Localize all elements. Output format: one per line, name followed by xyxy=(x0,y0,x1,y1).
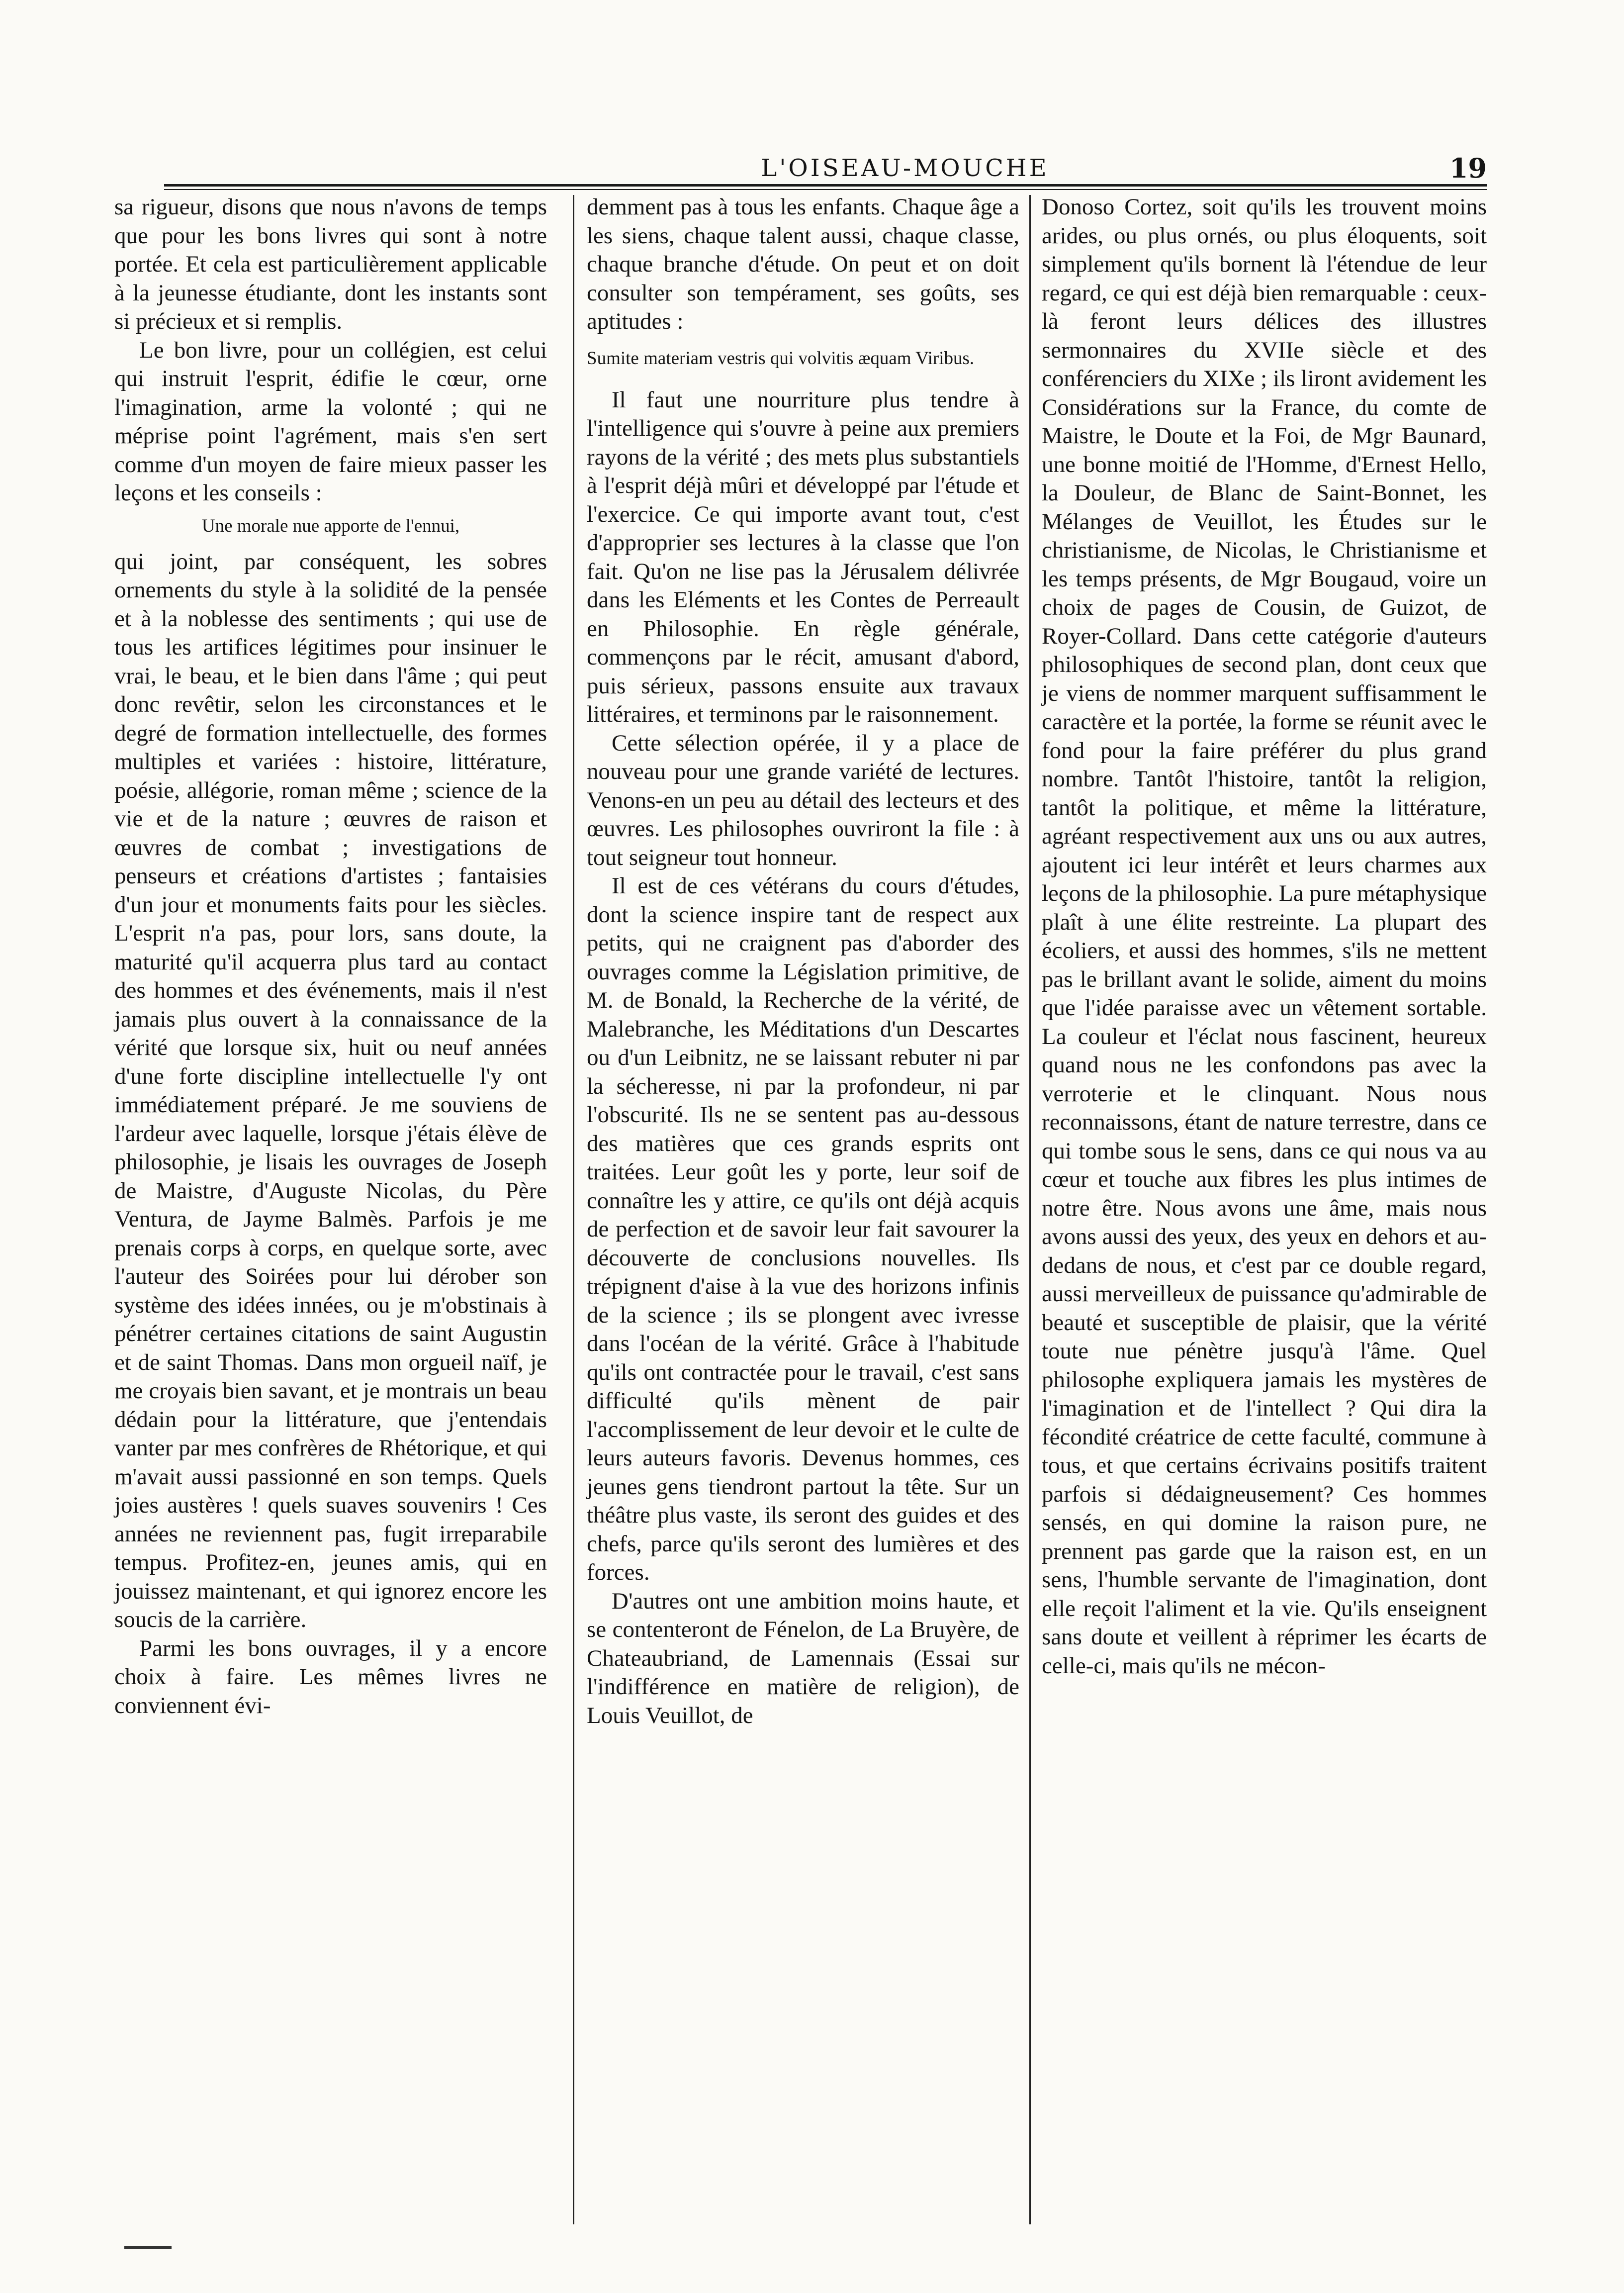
paragraph: Donoso Cortez, soit qu'ils les trouvent moins arides, ou plus ornés, ou plus éloquents, soit simplement qu'ils bornent là l'étendue de leur regard, ce qui est déjà bien remarquable : ceux-là feront leurs délices des illustres sermonnaires du XVIIe siècle et des conférenciers du XIXe ; ils liront avidement les Considérations sur la France, du comte de Maistre, le Doute et la Foi, de Mgr Baunard, une bonne moitié de l'Homme, d'Ernest Hello, la Douleur, de Blanc de Saint-Bonnet, les Mélanges de Veuillot, les Études sur le christianisme, de Nicolas, le Christianisme et les temps présents, de Mgr Bougaud, voire un choix de pages de Cousin, de Guizot, de Royer-Collard. Dans cette catégorie d'auteurs philosophiques de second plan, dont ceux que je viens de nommer marquent suffisamment le caractère et la portée, la forme se réunit avec le fond pour la faire préférer du plus grand nombre. Tantôt l'histoire, tantôt la religion, tantôt la politique, et même la littérature, agréant respectivement aux uns ou aux autres, ajoutent ici leur intérêt et leurs charmes aux leçons de la philosophie. La pure métaphysique plaît à une élite restreinte. La plupart des écoliers, et aussi des hommes, s'ils ne mettent pas le brillant avant le solide, aiment du moins que l'idée paraisse avec un vêtement sortable. La couleur et l'éclat nous fascinent, heureux quand nous ne les confondons pas avec la verroterie et le clinquant. Nous nous reconnaissons, étant de nature terrestre, dans ce qui tombe sous le sens, dans ce qui nous va au cœur et touche aux fibres les plus intimes de notre être. Nous avons une âme, mais nous avons aussi des yeux, des yeux en dehors et au-dedans de nous, et c'est par ce double regard, aussi merveilleux de puissance qu'admirable de beauté et susceptible de plaisir, que la vérité toute nue pénètre jusqu'à l'âme. Quel philosophe expliquera jamais les mystères de l'imagination et de l'intellect ? Qui dira la fécondité créatrice de cette faculté, commune à tous, et que certains écrivains positifs traitent parfois si dédaigneusement? Ces hommes sensés, en qui domine la raison pure, ne prennent pas garde que la raison est, en un sens, l'humble servante de l'imagination, dont elle reçoit l'aliment et la vie. Qu'ils enseignent sans doute et veillent à réprimer les écarts de celle-ci, mais qu'ils ne mécon- xyxy=(1042,194,1487,1679)
verse-quote: Une morale nue apporte de l'ennui, xyxy=(201,515,460,536)
paragraph: qui joint, par conséquent, les sobres ornements du style à la solidité de la pensée et à la noblesse des sentiments ; qui use de tous les artifices légitimes pour insinuer le vrai, le beau, et le bien dans l'âme ; qui peut donc revêtir, selon les circonstances et le degré de formation intellectuelle, des formes multiples et variées : histoire, littérature, poésie, allégorie, roman même ; science de la vie et de la nature ; œuvres de raison et œuvres de combat ; investigations de penseurs et créations d'artistes ; fantaisies d'un jour et monuments faits pour les siècles. L'esprit n'a pas, pour lors, sans doute, la maturité qu'il acquerra plus tard au contact des hommes et des événements, mais il n'est jamais plus ouvert à la connaissance de la vérité que lorsque six, huit ou neuf années d'une forte discipline intellectuelle l'y ont immédiatement préparé. Je me souviens de l'ardeur avec laquelle, lorsque j'étais élève de philosophie, je lisais les ouvrages de Joseph de Maistre, d'Auguste Nicolas, du Père Ventura, de Jayme Balmès. Parfois je me prenais corps à corps, en quelque sorte, avec l'auteur des Soirées pour lui dérober son système des idées innées, ou je m'obstinais à pénétrer certaines citations de saint Augustin et de saint Thomas. Dans mon orgueil naïf, je me croyais bien savant, et je montrais un beau dédain pour la littérature, que j'entendais vanter par mes confrères de Rhétorique, et qui m'avait aussi passionné en son temps. Quels joies austères ! quels suaves souvenirs ! Ces années ne reviennent pas, fugit irreparabile tempus. Profitez-en, jeunes amis, qui en jouissez maintenant, et qui ignorez encore les soucis de la carrière. xyxy=(114,548,547,1632)
header-rule xyxy=(164,184,1487,187)
paragraph: Cette sélection opérée, il y a place de nouveau pour une grande variété de lectures. Venons-en un peu au détail des lecteurs et des œuvres. Les philosophes ouvriront la file : à tout seigneur tout honneur. xyxy=(587,730,1019,870)
paragraph: Il est de ces vétérans du cours d'études, dont la science inspire tant de respect aux petits, qui ne craignent pas d'aborder des ouvrages comme la Législation primitive, de M. de Bonald, la Recherche de la vérité, de Malebranche, les Méditations d'un Descartes ou d'un Leibnitz, ne se laissant rebuter ni par la sécheresse, ni par la profondeur, ni par l'obscurité. Ils ne se sentent pas au-dessous des matières que ces grands esprits ont traitées. Leur goût les y porte, leur soif de connaître les y attire, ce qu'ils ont déjà acquis de perfection et de savoir leur fait savourer la découverte de conclusions nouvelles. Ils trépignent d'aise à la vue des horizons infinis de la science ; ils se plongent avec ivresse dans l'océan de la vérité. Grâce à l'habitude qu'ils ont contractée pour le travail, c'est sans difficulté qu'ils mènent de pair l'accomplissement de leur devoir et le culte de leurs auteurs favoris. Devenus hommes, ces jeunes gens tiendront partout la tête. Sur un théâtre plus vaste, ils seront des guides et des chefs, parce qu'ils seront des lumières et des forces. xyxy=(587,873,1019,1585)
page-number: 19 xyxy=(1449,152,1487,184)
column-divider-1 xyxy=(573,195,574,2224)
paragraph: Le bon livre, pour un collégien, est celui qui instruit l'esprit, édifie le cœur, orne l'imagination, arme la volonté ; qui ne méprise point l'agrément, mais s'en sert comme d'un moyen de faire mieux passer les leçons et les conseils : xyxy=(114,337,547,506)
bottom-rule-mark xyxy=(124,2246,172,2249)
paragraph: sa rigueur, disons que nous n'avons de temps que pour les bons livres qui sont à notre portée. Et cela est particulièrement applicable à la jeunesse étudiante, dont les instants sont si précieux et si remplis. xyxy=(114,194,547,334)
column-divider-2 xyxy=(1029,195,1031,2224)
text-column-2 xyxy=(587,193,1019,1730)
text-column-3 xyxy=(1042,193,1487,1680)
running-header xyxy=(164,154,1487,184)
paragraph: Il faut une nourriture plus tendre à l'intelligence qui s'ouvre à peine aux premiers rayons de la vérité ; des mets plus substantiels à l'esprit déjà mûri et développé par l'étude et l'exercice. Ce qui importe avant tout, c'est d'approprier ses lectures à la classe que l'on fait. Qu'on ne lise pas la Jérusalem délivrée dans les Eléments et les Contes de Perreault en Philosophie. En règle générale, commençons par le récit, amusant d'abord, puis sérieux, passons ensuite aux travaux littéraires, et terminons par le raisonnement. xyxy=(587,386,1019,727)
latin-quote: Sumite materiam vestris qui volvitis æquam Viribus. xyxy=(587,348,975,369)
paragraph: demment pas à tous les enfants. Chaque âge a les siens, chaque talent aussi, chaque classe, chaque branche d'étude. On peut et on doit consulter son tempérament, ses goûts, ses aptitudes : xyxy=(587,194,1019,334)
paragraph: Parmi les bons ouvrages, il y a encore choix à faire. Les mêmes livres ne conviennent évi- xyxy=(114,1635,547,1719)
text-column-1 xyxy=(114,193,547,1720)
running-title: L'OISEAU-MOUCHE xyxy=(761,154,1049,182)
paragraph: D'autres ont une ambition moins haute, et se contenteront de Fénelon, de La Bruyère, de Chateaubriand, de Lamennais (Essai sur l'indifférence en matière de religion), de Louis Veuillot, de xyxy=(587,1588,1019,1728)
header-rule-thin xyxy=(164,189,1487,190)
